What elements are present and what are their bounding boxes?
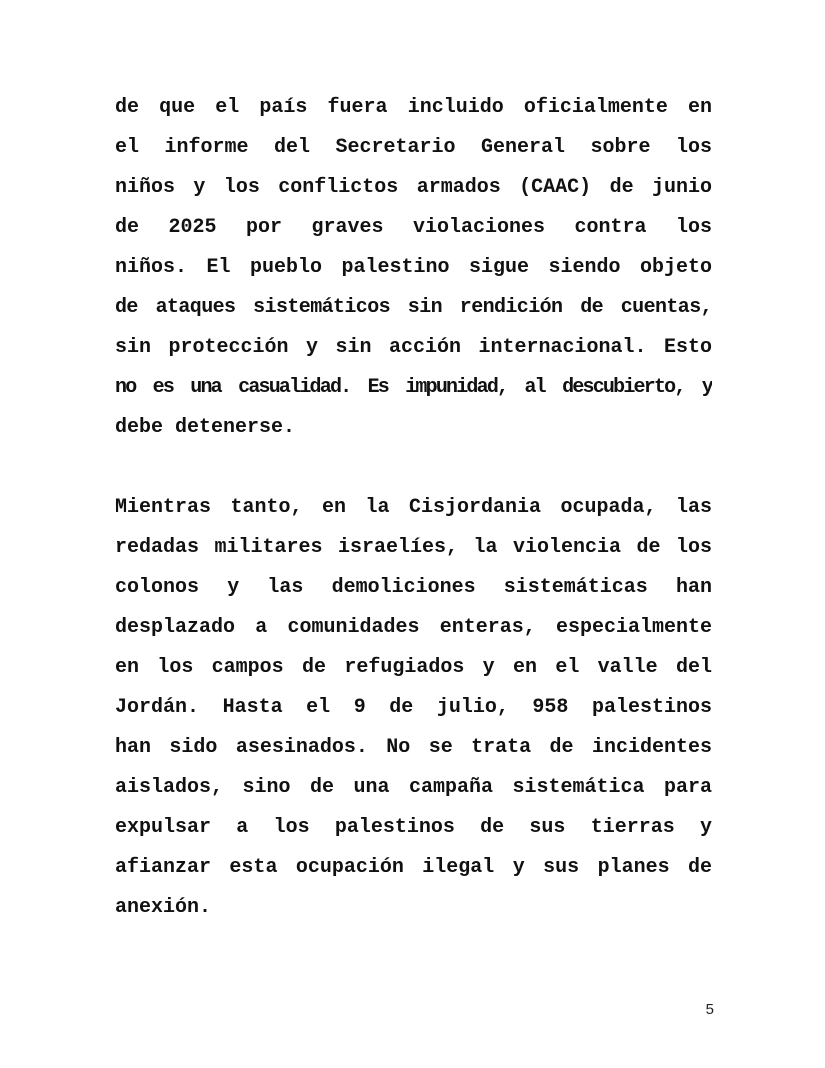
text-line: anexión.: [115, 896, 212, 919]
text-line: niños. El pueblo palestino sigue siendo objeto: [115, 256, 712, 279]
text-line: el informe del Secretario General sobre los: [115, 136, 712, 159]
text-line: han sido asesinados. No se trata de incidentes: [115, 736, 712, 759]
text-line: colonos y las demoliciones sistemáticas han: [115, 576, 712, 599]
page-number: 5: [705, 1001, 714, 1018]
text-line: en los campos de refugiados y en el valle del: [115, 656, 712, 679]
text-line: desplazado a comunidades enteras, especialmente: [115, 616, 712, 639]
text-line: no es una casualidad. Es impunidad, al descubierto, y: [115, 376, 712, 399]
text-line: debe detenerse.: [115, 416, 296, 439]
text-line: sin protección y sin acción internacional. Esto: [115, 336, 712, 359]
text-line: afianzar esta ocupación ilegal y sus planes de: [115, 856, 712, 879]
text-line: de ataques sistemáticos sin rendición de cuentas,: [115, 296, 712, 319]
text-line: Mientras tanto, en la Cisjordania ocupada, las: [115, 496, 712, 519]
text-line: aislados, sino de una campaña sistemática para: [115, 776, 712, 799]
text-line: Jordán. Hasta el 9 de julio, 958 palestinos: [115, 696, 712, 719]
text-line: expulsar a los palestinos de sus tierras y: [115, 816, 712, 839]
text-line: de 2025 por graves violaciones contra los: [115, 216, 712, 239]
text-line: de que el país fuera incluido oficialmente en: [115, 96, 712, 119]
text-line: niños y los conflictos armados (CAAC) de junio: [115, 176, 712, 199]
text-line: redadas militares israelíes, la violencia de los: [115, 536, 712, 559]
